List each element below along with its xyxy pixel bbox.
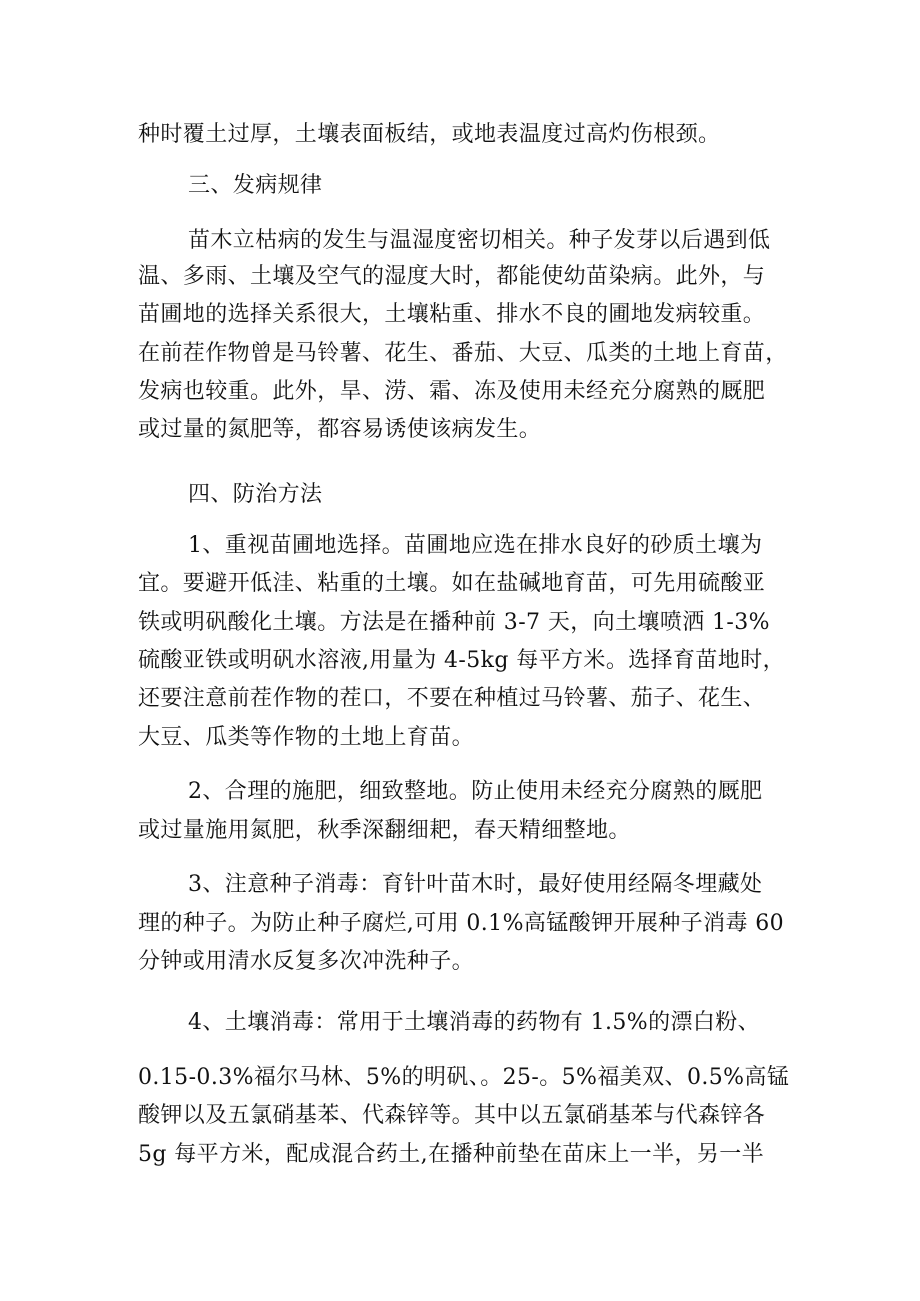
text-line: 种时覆土过厚，土壤表面板结，或地表温度过高灼伤根颈。 xyxy=(138,122,721,147)
text-line: 酸钾以及五氯硝基苯、代森锌等。其中以五氯硝基苯与代森锌各 xyxy=(138,1103,766,1128)
text-line: 5g 每平方米，配成混合药土,在播种前垫在苗床上一半，另一半 xyxy=(138,1142,765,1167)
text-line: 理的种子。为防止种子腐烂,可用 0.1%高锰酸钾开展种子消毒 60 xyxy=(138,911,785,936)
text-line: 在前茬作物曾是马铃薯、花生、番茄、大豆、瓜类的土地上育苗， xyxy=(138,341,788,366)
text-line: 硫酸亚铁或明矾水溶液,用量为 4-5kg 每平方米。选择育苗地时， xyxy=(138,648,786,673)
text-line: 发病也较重。此外，旱、涝、霜、冻及使用未经充分腐熟的厩肥 xyxy=(138,379,766,404)
text-line: 2、合理的施肥，细致整地。防止使用未经充分腐熟的厩肥 xyxy=(188,779,763,804)
text-line: 宜。要避开低洼、粘重的土壤。如在盐碱地育苗，可先用硫酸亚 xyxy=(138,571,766,596)
text-line: 4、土壤消毒：常用于土壤消毒的药物有 1.5%的漂白粉、 xyxy=(188,1010,761,1035)
text-line: 或过量的氮肥等，都容易诱使该病发生。 xyxy=(138,417,542,442)
text-line: 大豆、瓜类等作物的土地上育苗。 xyxy=(138,725,475,750)
text-line: 苗木立枯病的发生与温湿度密切相关。种子发芽以后遇到低 xyxy=(188,228,771,253)
text-line: 或过量施用氮肥，秋季深翻细耙，春天精细整地。 xyxy=(138,818,631,843)
section-heading: 三、发病规律 xyxy=(188,173,323,198)
text-line: 温、多雨、土壤及空气的湿度大时，都能使幼苗染病。此外，与 xyxy=(138,264,766,289)
text-line: 还要注意前茬作物的茬口，不要在种植过马铃薯、茄子、花生、 xyxy=(138,686,766,711)
text-line: 1、重视苗圃地选择。苗圃地应选在排水良好的砂质土壤为 xyxy=(188,533,763,558)
text-line: 分钟或用清水反复多次冲洗种子。 xyxy=(138,949,475,974)
text-line: 苗圃地的选择关系很大，土壤粘重、排水不良的圃地发病较重。 xyxy=(138,302,766,327)
section-heading: 四、防治方法 xyxy=(188,482,323,507)
text-line: 0.15-0.3%福尔马林、5%的明矾、。25-。5%福美双、0.5%高锰 xyxy=(138,1065,790,1090)
text-line: 铁或明矾酸化土壤。方法是在播种前 3-7 天，向土壤喷洒 1-3% xyxy=(138,610,770,635)
text-line: 3、注意种子消毒：育针叶苗木时，最好使用经隔冬埋藏处 xyxy=(188,872,763,897)
